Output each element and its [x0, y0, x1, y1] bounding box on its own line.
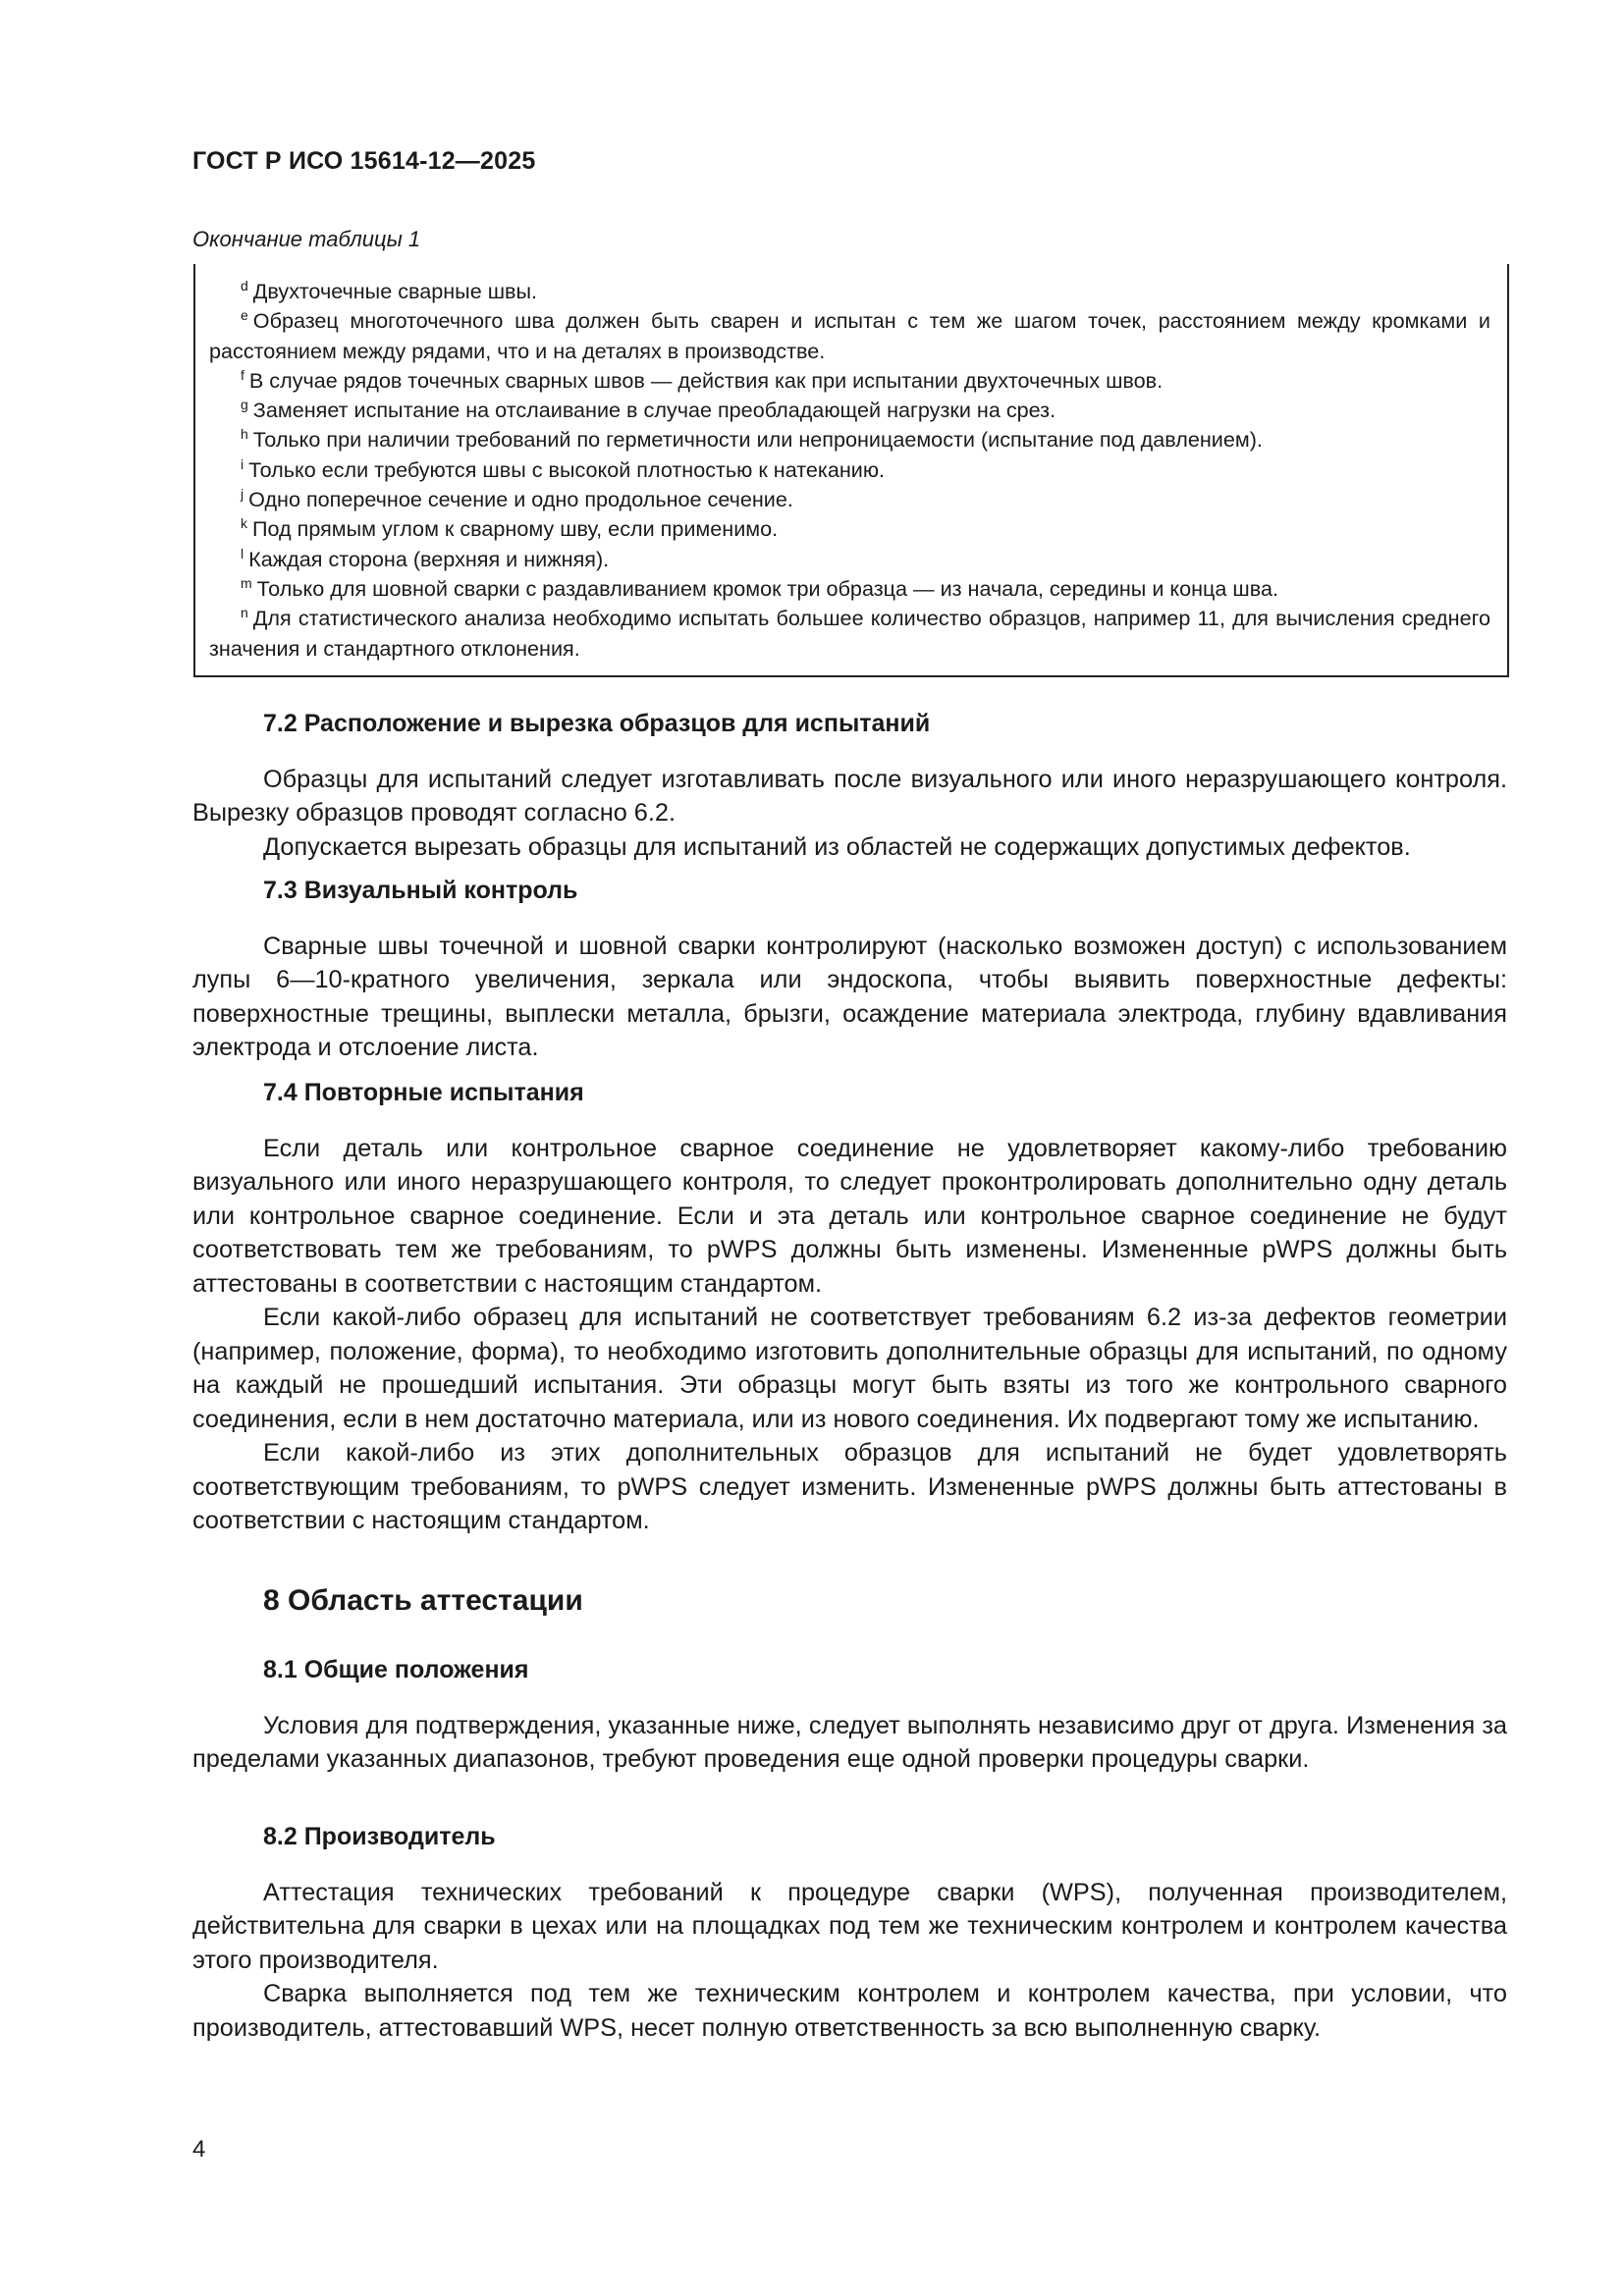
section-7-4: [192, 1076, 1507, 1538]
footnote-e: $^e$ Образец многоточечного шва должен быть сварен и испытан с тем же шагом точек, расстоянием между кромками и расстоянием между рядами, что и на деталях в производстве.: [209, 307, 1490, 363]
paragraph: Если деталь или контрольное сварное соединение не удовлетворяет какому-либо требованию визуального или иного неразрушающего контроля, то следует проконтролировать дополнительно одну деталь или контрольное сварное соединение. Если и эта деталь или контрольное сварное соединение не будут соответствовать тем же требованиям, то pWPS должны быть изменены. Измененные pWPS должны быть аттестованы в соответствии с настоящим стандартом.: [192, 1134, 1507, 1298]
page-number: 4: [192, 2136, 206, 2163]
footnote-g: $^g$ Заменяет испытание на отслаивание в случае преобладающей нагрузки на срез.: [241, 397, 1056, 423]
footnote-l: $^l$ Каждая сторона (верхняя и нижняя).: [241, 545, 610, 571]
paragraph: Допускается вырезать образцы для испытаний из областей не содержащих допустимых дефектов.: [263, 832, 1411, 861]
paragraph: Образцы для испытаний следует изготавливать после визуального или иного неразрушающего контроля. Вырезку образцов проводят согласно 6.2.: [192, 765, 1507, 827]
section-heading: 8 Область аттестации: [263, 1584, 583, 1617]
paragraph: Аттестация технических требований к процедуре сварки (WPS), полученная производителем, действительна для сварки в цехах или на площадках под тем же техническим контролем и контролем качества этого производителя.: [192, 1878, 1507, 1974]
section-heading: 7.4 Повторные испытания: [263, 1079, 584, 1106]
paragraph: Если какой-либо образец для испытаний не соответствует требованиям 6.2 из-за дефектов геометрии (например, положение, форма), то необходимо изготовить дополнительные образцы для испытаний, по одному на каждый не прошедший испытания. Эти образцы могут быть взяты из того же контрольного сварного соединения, если в нем достаточно материала, или из нового соединения. Их подвергают тому же испытанию.: [192, 1304, 1507, 1433]
footnote-h: $^h$ Только при наличии требований по герметичности или непроницаемости (испытание под давлением).: [241, 426, 1263, 453]
paragraph: Сварка выполняется под тем же техническим контролем и контролем качества, при условии, что производитель, аттестовавший WPS, несет полную ответственность за всю выполненную сварку.: [192, 1980, 1507, 2042]
table-footnotes: [193, 264, 1509, 677]
section-7-2: [192, 707, 1507, 864]
footnote-f: $^f$ В случае рядов точечных сварных швов — действия как при испытании двухточечных швов.: [241, 366, 1164, 393]
paragraph: Если какой-либо из этих дополнительных образцов для испытаний не будет удовлетворять соответствующим требованиям, то pWPS следует изменить. Измененные pWPS должны быть аттестованы в соответствии с настоящим стандартом.: [192, 1439, 1507, 1534]
paragraph: Сварные швы точечной и шовной сварки контролируют (насколько возможен доступ) с использованием лупы 6—10-кратного увеличения, зеркала или эндоскопа, чтобы выявить поверхностные дефекты: поверхностные трещины, выплески металла, брызги, осаждение материала электрода, глубину вдавливания электрода и отслоение листа.: [192, 932, 1507, 1061]
paragraph: Условия для подтверждения, указанные ниже, следует выполнять независимо друг от друга. Изменения за пределами указанных диапазонов, требуют проведения еще одной проверки процедуры сварки.: [192, 1711, 1507, 1773]
section-heading: 7.2 Расположение и вырезка образцов для испытаний: [263, 710, 931, 737]
table-caption: Окончание таблицы 1: [192, 227, 421, 251]
footnote-i: $^i$ Только если требуются швы с высокой плотностью к натеканию.: [241, 455, 886, 482]
footnote-m: $^m$ Только для шовной сварки с раздавливанием кромок три образца — из начала, середины и конца шва.: [241, 574, 1278, 601]
section-heading: 8.2 Производитель: [263, 1823, 496, 1850]
section-7-3: [192, 874, 1507, 1065]
section-8-2: [192, 1820, 1507, 2045]
footnote-d: $^d$ Двухточечные сварные швы.: [241, 278, 538, 303]
footnote-k: $^k$ Под прямым углом к сварному шву, если применимо.: [241, 515, 779, 542]
document-header: ГОСТ Р ИСО 15614-12—2025: [192, 147, 536, 175]
section-8: [192, 1584, 1507, 1619]
section-heading: 8.1 Общие положения: [263, 1656, 529, 1683]
section-8-1: [192, 1653, 1507, 1777]
footnote-j: $^j$ Одно поперечное сечение и одно продольное сечение.: [241, 486, 793, 512]
footnote-n: $^n$ Для статистического анализа необходимо испытать большее количество образцов, например 11, для вычисления среднего значения и стандартного отклонения.: [209, 605, 1490, 661]
section-heading: 7.3 Визуальный контроль: [263, 877, 578, 904]
